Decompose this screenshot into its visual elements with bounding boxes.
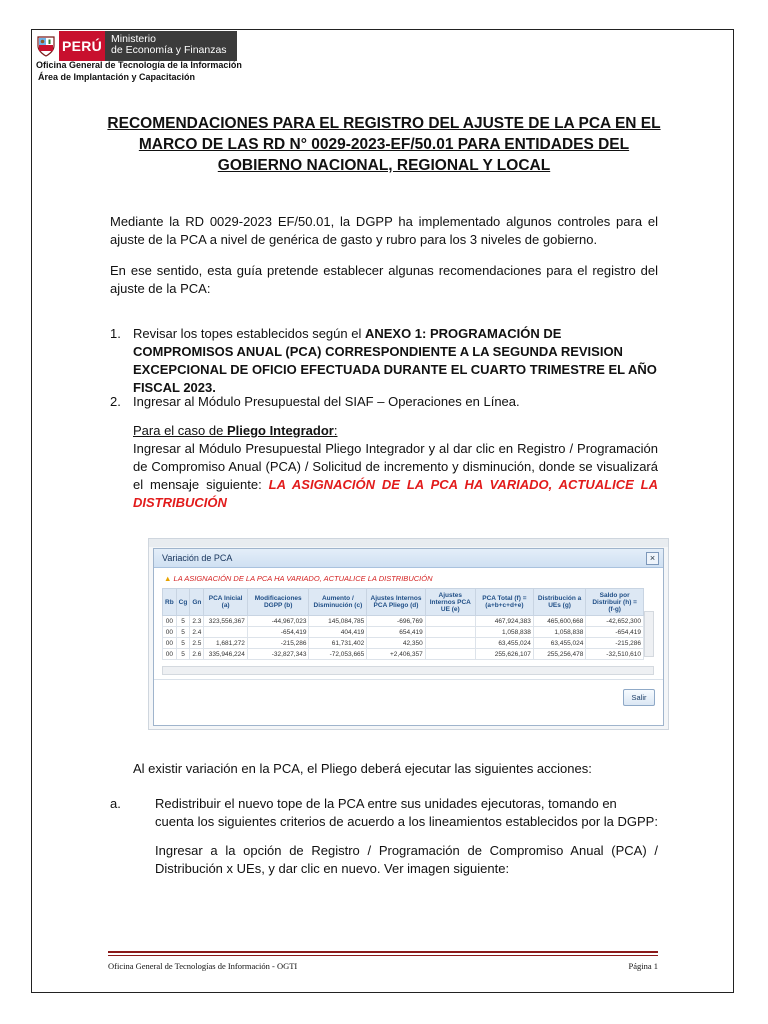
item-1-bold: ANEXO 1: PROGRAMACIÓN DE COMPROMISOS ANUAL (PCA) CORRESPONDIENTE A LA SEGUNDA REVISION EXCEPCIONAL DE OFICIO EFECTUADA DURANTE EL CUARTO TRIMESTRE EL AÑO FISCAL 2023. xyxy=(133,326,657,395)
cell: 2.3 xyxy=(190,616,204,627)
cell: 5 xyxy=(176,649,190,660)
cell: 00 xyxy=(163,627,177,638)
case-suffix: : xyxy=(333,423,338,438)
document-title: RECOMENDACIONES PARA EL REGISTRO DEL AJUSTE DE LA PCA EN EL MARCO DE LAS RD N° 0029-2023-EF/50.01 PARA ENTIDADES DEL GOBIERNO NACIONAL, REGIONAL Y LOCAL xyxy=(107,115,661,174)
cell: 00 xyxy=(163,638,177,649)
col-header: PCA Inicial (a) xyxy=(204,589,247,616)
footer-office: Oficina General de Tecnologías de Información - OGTI xyxy=(108,961,298,971)
table-row[interactable] xyxy=(163,627,644,638)
item-1-prefix: Revisar los topes establecidos según el xyxy=(133,326,365,341)
cell: 5 xyxy=(176,638,190,649)
dialog-title: Variación de PCA xyxy=(162,553,233,563)
cell: 00 xyxy=(163,616,177,627)
cell: 467,924,383 xyxy=(475,616,533,627)
item-1-number: 1. xyxy=(110,326,121,341)
case-heading xyxy=(133,422,658,440)
case-body xyxy=(133,440,658,512)
item-2-text: Ingresar al Módulo Presupuestal del SIAF – Operaciones en Línea. xyxy=(133,394,520,409)
cell: 00 xyxy=(163,649,177,660)
cell: -32,827,343 xyxy=(247,649,309,660)
cell: 255,626,107 xyxy=(475,649,533,660)
page-number: Página 1 xyxy=(628,961,658,971)
col-header: Saldo por Distribuir (h) = (f-g) xyxy=(586,589,644,616)
cell: 335,946,224 xyxy=(204,649,247,660)
case-body-text: Ingresar al Módulo Presupuestal Pliego Integrador y al dar clic en Registro / Programación de Compromiso Anual (PCA) / Solicitud de incremento y disminución, donde se visualizará el mensaje siguiente: xyxy=(133,441,658,492)
col-header: Ajustes Internos PCA UE (e) xyxy=(425,589,475,616)
coat-of-arms-icon xyxy=(33,31,59,61)
close-icon[interactable]: × xyxy=(646,552,659,565)
cell xyxy=(204,627,247,638)
warning-message xyxy=(154,568,663,586)
case-prefix: Para el caso de xyxy=(133,423,227,438)
cell: 654,419 xyxy=(367,627,425,638)
case-alert: LA ASIGNACIÓN DE LA PCA HA VARIADO, ACTUALICE LA DISTRIBUCIÓN xyxy=(133,477,658,510)
col-header: Ajustes Internos PCA Pliego (d) xyxy=(367,589,425,616)
case-bold: Pliego Integrador xyxy=(226,423,334,438)
cell xyxy=(425,638,475,649)
col-header: PCA Total (f) = (a+b+c+d+e) xyxy=(475,589,533,616)
intro-paragraph-1: Mediante la RD 0029-2023 EF/50.01, la DGPP ha implementado algunos controles para el ajuste de la PCA a nivel de genérica de gasto y rubro para los 3 niveles de gobierno. xyxy=(110,214,658,247)
table-row[interactable] xyxy=(163,616,644,627)
cell: -32,510,610 xyxy=(586,649,644,660)
cell: -72,053,665 xyxy=(309,649,367,660)
col-header: Distribución a UEs (g) xyxy=(533,589,585,616)
logo-ministry-line1: Ministerio xyxy=(111,33,156,45)
table-header-row xyxy=(163,589,644,616)
office-name: Oficina General de Tecnología de la Información xyxy=(36,60,242,70)
cell: -215,286 xyxy=(586,638,644,649)
cell xyxy=(425,649,475,660)
embedded-screenshot xyxy=(148,538,669,730)
cell: -696,769 xyxy=(367,616,425,627)
cell: 323,556,367 xyxy=(204,616,247,627)
dialog-header xyxy=(154,549,663,568)
ministry-logo xyxy=(33,31,237,61)
item-2-number: 2. xyxy=(110,394,121,409)
cell: 404,419 xyxy=(309,627,367,638)
cell: 255,256,478 xyxy=(533,649,585,660)
background-toolbar-strip xyxy=(149,539,668,547)
cell: +2,406,357 xyxy=(367,649,425,660)
cell xyxy=(425,627,475,638)
pca-table xyxy=(162,588,644,660)
warning-icon: ▲ xyxy=(164,574,172,583)
cell: 1,681,272 xyxy=(204,638,247,649)
cell: -44,967,023 xyxy=(247,616,309,627)
item-a-text: Redistribuir el nuevo tope de la PCA entre sus unidades ejecutoras, tomando en cuenta los siguientes criterios de acuerdo a los lineamientos establecidos por la DGPP: xyxy=(155,796,658,829)
item-1-text xyxy=(133,325,658,397)
logo-ministry xyxy=(105,31,237,61)
logo-ministry-line2: de Economía y Finanzas xyxy=(111,44,227,56)
cell: 61,731,402 xyxy=(309,638,367,649)
after-screenshot-text: Al existir variación en la PCA, el Pliego deberá ejecutar las siguientes acciones: xyxy=(133,761,592,776)
cell: -215,286 xyxy=(247,638,309,649)
cell: -654,419 xyxy=(586,627,644,638)
cell: -42,652,300 xyxy=(586,616,644,627)
cell: 1,058,838 xyxy=(533,627,585,638)
horizontal-scrollbar[interactable] xyxy=(162,666,654,675)
cell: 5 xyxy=(176,627,190,638)
col-header: Rb xyxy=(163,589,177,616)
pca-variation-dialog xyxy=(153,548,664,726)
area-name: Área de Implantación y Capacitación xyxy=(38,72,196,82)
item-a-number: a. xyxy=(110,796,121,811)
footer-rule-thin xyxy=(108,955,658,956)
cell: 2.4 xyxy=(190,627,204,638)
col-header: Cg xyxy=(176,589,190,616)
cell xyxy=(425,616,475,627)
col-header: Gn xyxy=(190,589,204,616)
cell: 42,350 xyxy=(367,638,425,649)
logo-country: PERÚ xyxy=(59,31,105,61)
cell: 63,455,024 xyxy=(475,638,533,649)
cell: 2.5 xyxy=(190,638,204,649)
table-row[interactable] xyxy=(163,649,644,660)
cell: 465,600,668 xyxy=(533,616,585,627)
cell: -654,419 xyxy=(247,627,309,638)
cell: 145,084,785 xyxy=(309,616,367,627)
item-a-sub: Ingresar a la opción de Registro / Programación de Compromiso Anual (PCA) / Distribución x UEs, y dar clic en nuevo. Ver imagen siguiente: xyxy=(155,843,658,876)
footer-rule-thick xyxy=(108,951,658,953)
intro-paragraph-2: En ese sentido, esta guía pretende establecer algunas recomendaciones para el registro del ajuste de la PCA: xyxy=(110,263,658,296)
dialog-footer-divider xyxy=(154,679,663,680)
cell: 63,455,024 xyxy=(533,638,585,649)
cell: 1,058,838 xyxy=(475,627,533,638)
warning-text: LA ASIGNACIÓN DE LA PCA HA VARIADO, ACTUALICE LA DISTRIBUCIÓN xyxy=(173,574,433,583)
table-row[interactable] xyxy=(163,638,644,649)
col-header: Modificaciones DGPP (b) xyxy=(247,589,309,616)
exit-button[interactable]: Salir xyxy=(623,689,655,706)
vertical-scrollbar[interactable] xyxy=(644,611,654,657)
cell: 2.6 xyxy=(190,649,204,660)
col-header: Aumento / Disminución (c) xyxy=(309,589,367,616)
cell: 5 xyxy=(176,616,190,627)
